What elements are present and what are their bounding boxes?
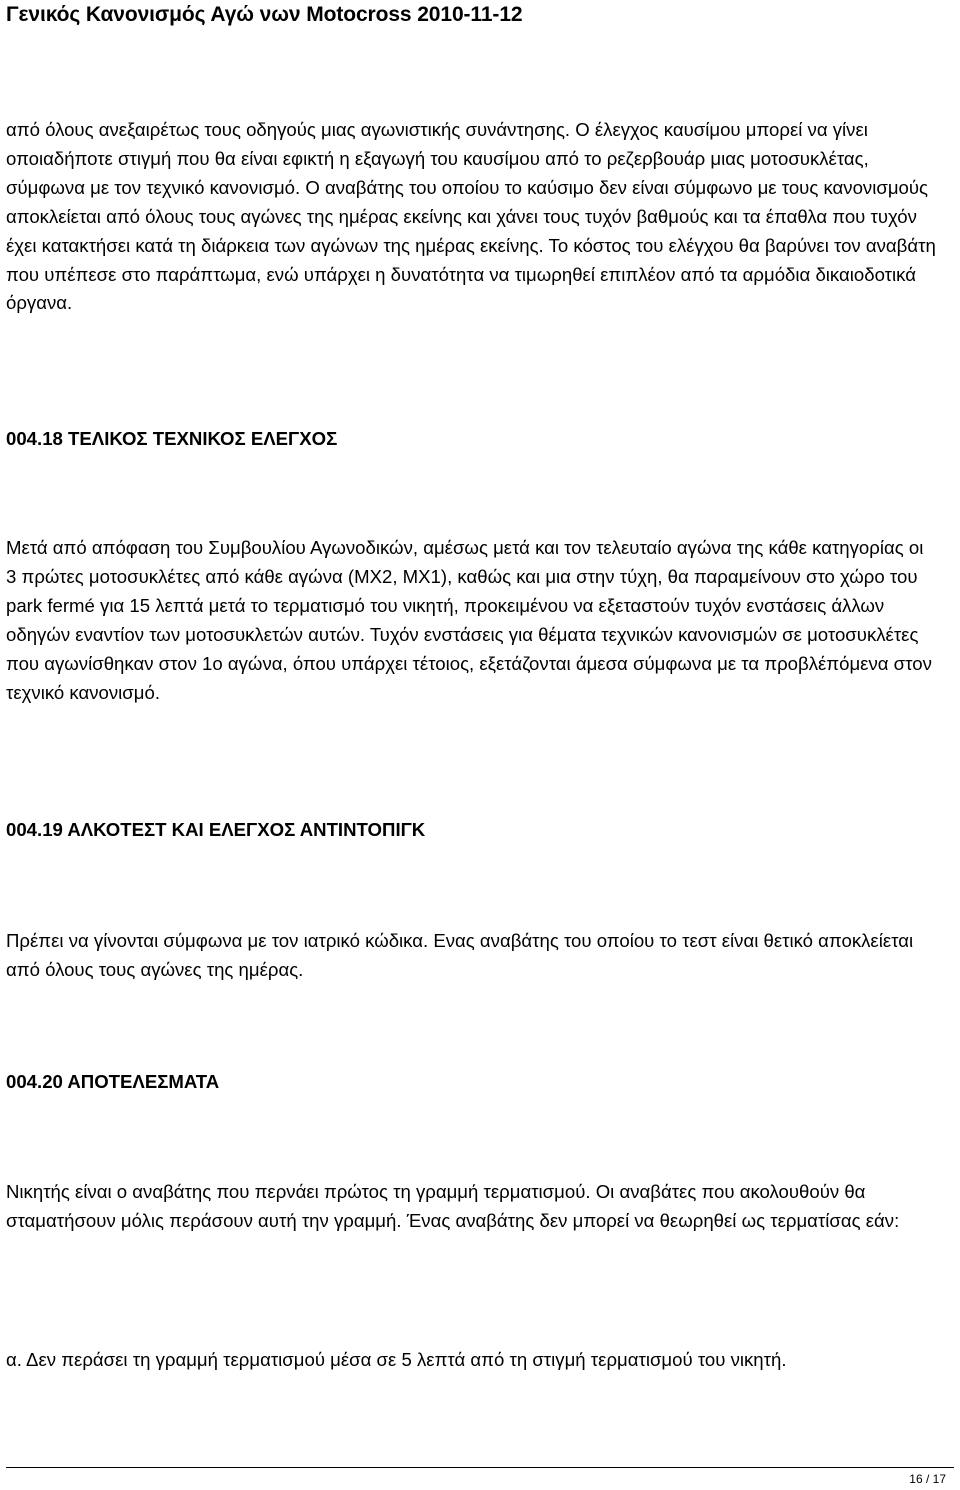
page-number: 16 / 17 xyxy=(909,1472,946,1486)
intro-paragraph: από όλους ανεξαιρέτως τους οδηγούς μιας αγωνιστικής συνάντησης. Ο έλεγχος καυσίμου μπορεί να γίνει οποιαδήποτε στιγμή που θα είναι εφικτή η εξαγωγή του καυσίμου από το ρεζερβουάρ μιας μοτοσυκλέτας, σύμφωνα με τον τεχνικό κανονισμό. Ο αναβάτης του οποίου το καύσιμο δεν είναι σύμφωνο με τους κανονισμούς αποκλείεται από όλους τους αγώνες της ημέρας εκείνης και χάνει τους τυχόν βαθμούς και τα έπαθλα που τυχόν έχει κατακτήσει κατά τη διάρκεια των αγώνων της ημέρας εκείνης. Το κόστος του ελέγχου θα βαρύνει τον αναβάτη που υπέπεσε στο παράπτωμα, ενώ υπάρχει η δυνατότητα να τιμωρηθεί επιπλέον από τα αρμόδια δικαιοδοτικά όργανα. xyxy=(6,119,936,314)
section-heading-004-20: 004.20 ΑΠΟΤΕΛΕΣΜΑΤΑ xyxy=(6,1071,220,1092)
section-004-20-item-a: α. Δεν περάσει τη γραμμή τερματισμού μέσα σε 5 λεπτά από τη στιγμή τερματισμού του νικητή. xyxy=(6,1349,787,1370)
section-004-20-paragraph: Νικητής είναι ο αναβάτης που περνάει πρώτος τη γραμμή τερματισμού. Οι αναβάτες που ακολουθούν θα σταματήσουν μόλις περάσουν αυτή την γραμμή. Ένας αναβάτης δεν μπορεί να θεωρηθεί ως τερματίσας εάν: xyxy=(6,1181,900,1231)
section-004-18-paragraph: Μετά από απόφαση του Συμβουλίου Αγωνοδικών, αμέσως μετά και τον τελευταίο αγώνα της κάθε κατηγορίας οι 3 πρώτες μοτοσυκλέτες από κάθε αγώνα (MX2, MX1), καθώς και μια στην τύχη, θα παραμείνουν στο χώρο του park fermé για 15 λεπτά μετά το τερματισμό του νικητή, προκειμένου να εξεταστούν τυχόν ενστάσεις άλλων οδηγών εναντίον των μοτοσυκλετών αυτών. Τυχόν ενστάσεις για θέματα τεχνικών κανονισμών σε μοτοσυκλέτες που αγωνίσθηκαν στον 1ο αγώνα, όπου υπάρχει τέτοιος, εξετάζονται άμεσα σύμφωνα με τα προβλέπόμενα στον τεχνικό κανονισμό. xyxy=(6,537,932,703)
section-heading-004-19: 004.19 ΑΛΚΟΤΕΣΤ ΚΑΙ ΕΛΕΓΧΟΣ ΑΝΤΙΝΤΟΠΙΓΚ xyxy=(6,819,426,840)
footer-divider xyxy=(6,1467,954,1468)
section-heading-004-18: 004.18 ΤΕΛΙΚΟΣ ΤΕΧΝΙΚΟΣ ΕΛΕΓΧΟΣ xyxy=(6,428,338,449)
section-004-19-paragraph: Πρέπει να γίνονται σύμφωνα με τον ιατρικό κώδικα. Ενας αναβάτης του οποίου το τεστ είναι θετικό αποκλείεται από όλους τους αγώνες της ημέρας. xyxy=(6,930,914,980)
document-title: Γενικός Κανονισμός Αγώ νων Motocross 2010-11-12 xyxy=(6,3,523,26)
